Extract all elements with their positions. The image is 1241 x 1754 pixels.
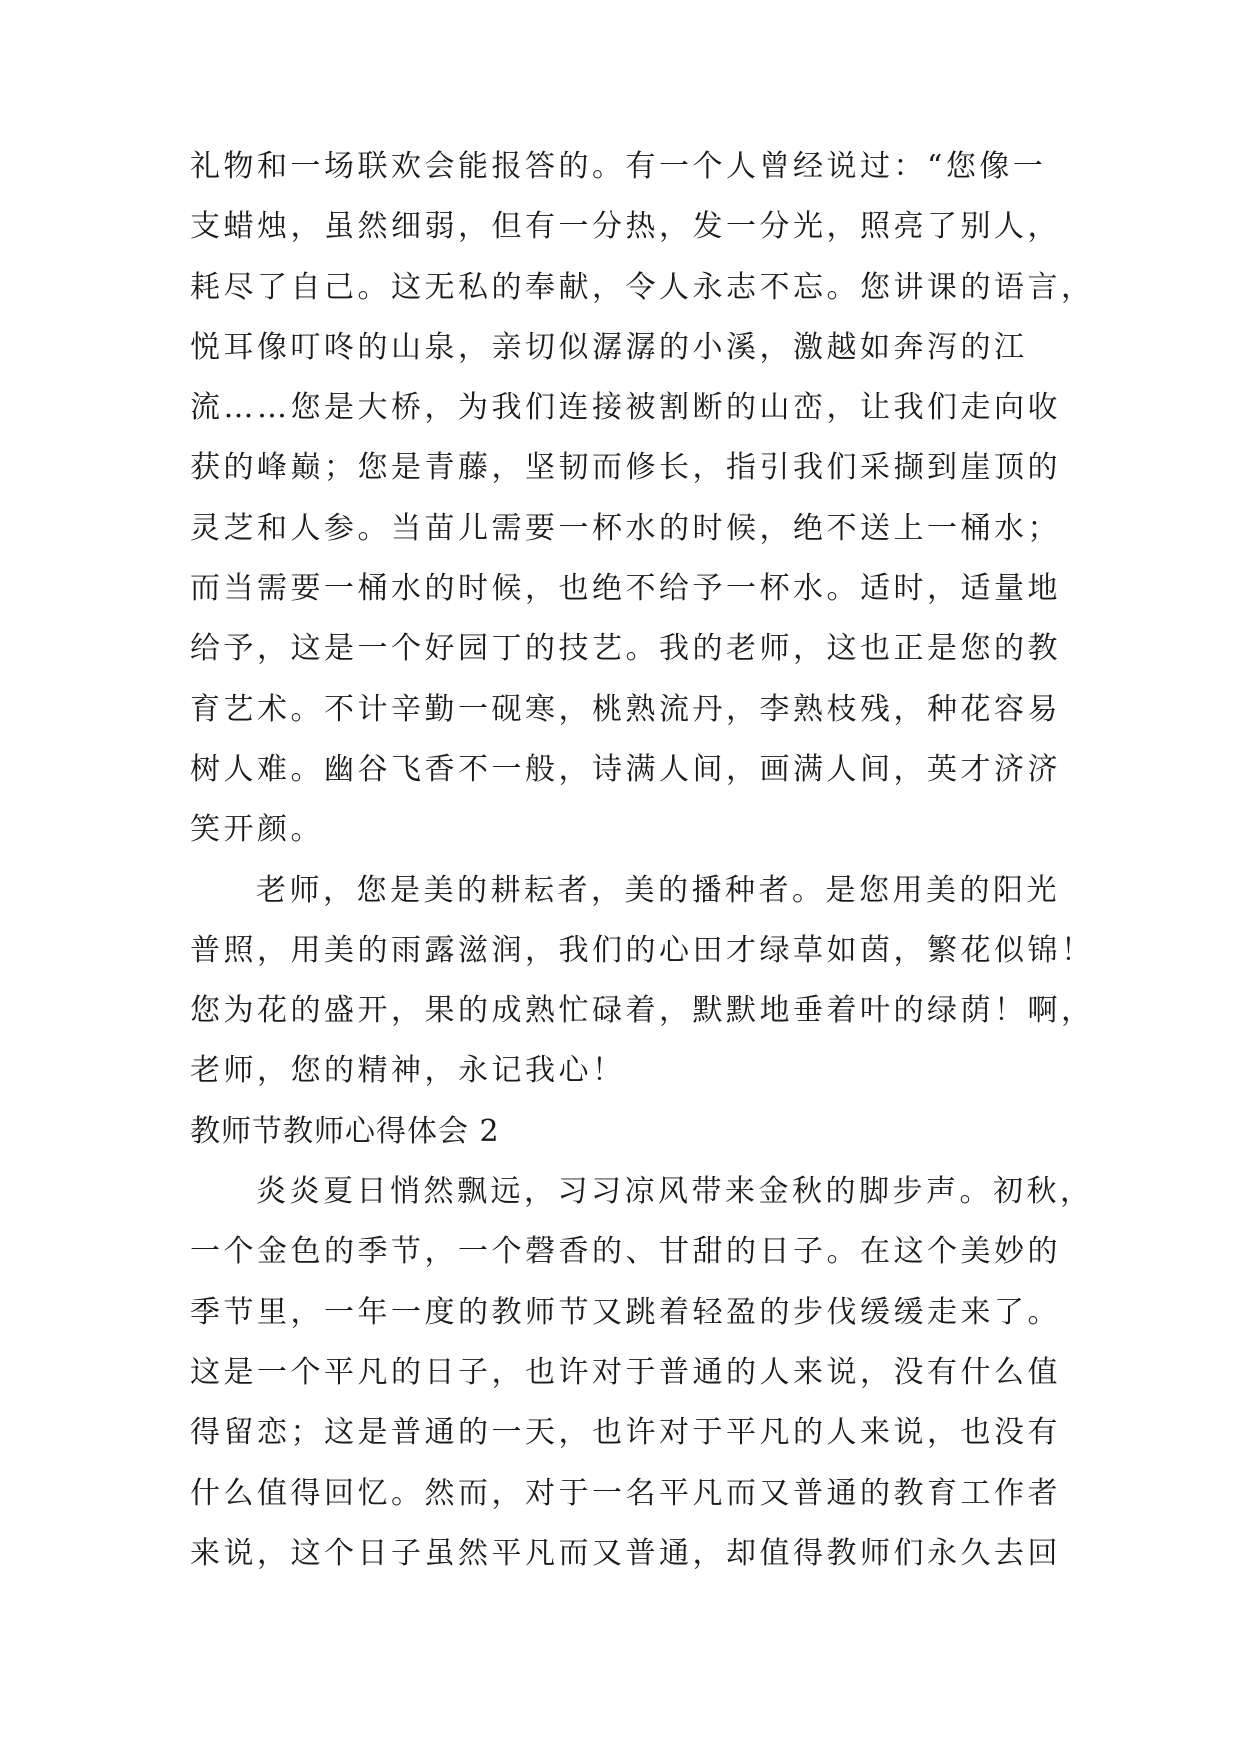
text-line: 来说，这个日子虽然平凡而又普通，却值得教师们永久去回 [190,1535,1061,1571]
text-line: 悦耳像叮咚的山泉，亲切似潺潺的小溪，激越如奔泻的江 [190,329,1028,365]
section-heading [190,1102,1060,1162]
text-line: 老师，您的精神，永记我心！ [190,1053,626,1089]
text-line: 您为花的盛开，果的成熟忙碌着，默默地垂着叶的绿荫！啊， [190,993,1095,1029]
document-body [190,137,1095,1584]
paragraph-2 [190,861,1095,1102]
text-line: 季节里，一年一度的教师节又跳着轻盈的步伐缓缓走来了。 [190,1294,1061,1330]
text-line: 礼物和一场联欢会能报答的。有一个人曾经说过：“您像一 [190,149,1047,184]
paragraph-3 [190,1162,1094,1584]
text-line: 普照，用美的雨露滋润，我们的心田才绿草如茵，繁花似锦！ [190,932,1095,968]
text-line: 老师，您是美的耕耘者，美的播种者。是您用美的阳光 [256,872,1060,908]
text-line: 得留恋；这是普通的一天，也许对于平凡的人来说，也没有 [190,1415,1061,1451]
text-line: 获的峰巅；您是青藤，坚韧而修长，指引我们采撷到崖顶的 [190,450,1061,486]
text-line: 笑开颜。 [190,812,324,848]
text-line: 炎炎夏日悄然飘远，习习凉风带来金秋的脚步声。初秋， [256,1174,1094,1210]
text-line: 耗尽了自己。这无私的奉献，令人永志不忘。您讲课的语言， [190,269,1095,305]
paragraph-1 [190,137,1095,861]
text-line: 育艺术。不计辛勤一砚寒，桃熟流丹，李熟枝残，种花容易 [190,691,1061,727]
text-line: 什么值得回忆。然而，对于一名平凡而又普通的教育工作者 [190,1475,1061,1511]
text-line: 这是一个平凡的日子，也许对于普通的人来说，没有什么值 [190,1354,1061,1390]
text-line: 树人难。幽谷飞香不一般，诗满人间，画满人间，英才济济 [190,751,1061,787]
section-heading-text: 教师节教师心得体会 2 [190,1113,500,1149]
text-line: 灵芝和人参。当苗儿需要一杯水的时候，绝不送上一桶水； [190,510,1061,546]
text-line: 一个金色的季节，一个磬香的、甘甜的日子。在这个美妙的 [190,1234,1061,1270]
text-line: 流……您是大桥，为我们连接被割断的山峦，让我们走向收 [190,390,1061,426]
text-line: 支蜡烛，虽然细弱，但有一分热，发一分光，照亮了别人， [190,209,1061,245]
text-line: 而当需要一桶水的时候，也绝不给予一杯水。适时，适量地 [190,571,1061,607]
text-line: 给予，这是一个好园丁的技艺。我的老师，这也正是您的教 [190,631,1061,667]
